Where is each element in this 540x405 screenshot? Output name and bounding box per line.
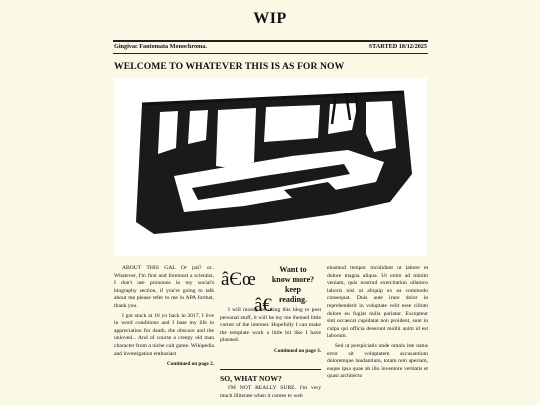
article-paragraph: Sed ut perspiciatis unde omnis iste natus error sit voluptatem accusantium doloremque laudantium, totam rem aperiam, eaque ipsa quae ab illo inventore veritatis et quasi architecto bbox=[327, 342, 428, 380]
article-paragraph: eiusmod tempor incididunt ut labore et dolore magna aliqua. Ut enim ad minim veniam, quis nostrud exercitation ullamco laboris nisi ut aliquip ex ea commodo consequat. Duis aute irure dolor in reprehenderit in voluptate velit esse cillum dolore eu fugiat nulla pariatur. Excepteur sint occaecat cupidatat non proident, sunt in culpa qui officia deserunt mollit anim id est laborum. bbox=[327, 265, 428, 340]
info-bar bbox=[114, 43, 427, 50]
site-title: WIP bbox=[253, 10, 287, 27]
pull-quote: Want to know more? keep reading. bbox=[271, 265, 315, 304]
continued-link[interactable]: Continued on page 3. bbox=[274, 347, 321, 354]
article-column-2 bbox=[220, 307, 321, 356]
section-body bbox=[220, 385, 321, 400]
continued-link[interactable]: Continued on page 2. bbox=[167, 361, 214, 368]
top-rule bbox=[113, 40, 428, 42]
article-column-3 bbox=[327, 265, 428, 383]
drop-cap-glyph: âЄœ bbox=[221, 269, 256, 290]
article-paragraph: I will mostly be using this blog to post personal stuff, it will be my me themed little corner of the internet. Hopefully I can make the template work a little bit like I have planned. bbox=[220, 307, 321, 344]
article-paragraph: I'M NOT REALLY SURE. I'm very much illiterate when it comes to web bbox=[220, 385, 321, 399]
page-headline: WELCOME TO WHATEVER THIS IS AS FOR NOW bbox=[114, 61, 345, 72]
section-title: SO, WHAT NOW? bbox=[220, 374, 282, 383]
bottom-rule bbox=[113, 53, 428, 54]
article-paragraph: ABOUT THIS GAL Or pal? or.. Whatever, I'm first and foremost a scientist, I don't use pronouns in my social's biography section, if you're going to talk about me please refer to me in APA format, thank you. bbox=[114, 265, 214, 309]
hero-illustration-drawing bbox=[114, 78, 427, 256]
author-name: Gingivac Fantomata Monochroma. bbox=[114, 43, 207, 50]
drop-cap-glyph: â€ bbox=[254, 295, 272, 316]
article-paragraph: I got stuck at 16 yo back in 2017, I live in word conditions and I base my life in appreciation for death, the obscure and the unloved... And of course a creepy old man character from a niche cult game. Wikipedia and investigation enthusiast bbox=[114, 312, 214, 357]
section-rule bbox=[220, 369, 321, 370]
article-column-1 bbox=[114, 265, 214, 369]
start-date: STARTED 18/12/2025 bbox=[368, 43, 427, 50]
hero-illustration bbox=[114, 78, 427, 256]
